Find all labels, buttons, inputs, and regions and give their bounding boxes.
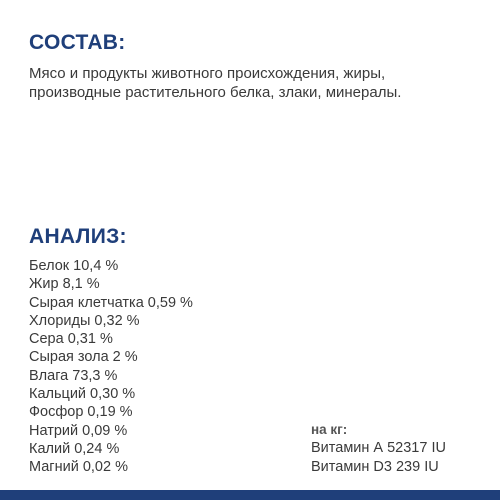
vitamin-d3: Витамин D3 239 IU [311, 458, 439, 475]
composition-text: Мясо и продукты животного происхождения, жиры, производные растительного белка, злаки, минералы. [29, 65, 402, 101]
analysis-item-sulfur: Сера 0,31 % [29, 331, 113, 348]
analysis-item-sodium: Натрий 0,09 % [29, 422, 128, 439]
analysis-heading: АНАЛИЗ: [29, 225, 127, 248]
analysis-item-protein: Белок 10,4 % [29, 258, 119, 274]
analysis-item-chlorides: Хлориды 0,32 % [29, 312, 140, 329]
vitamin-a: Витамин А 52317 IU [311, 440, 446, 457]
analysis-item-potassium: Калий 0,24 % [29, 440, 120, 457]
bottom-bar [0, 490, 500, 500]
analysis-item-fiber: Сырая клетчатка 0,59 % [29, 294, 193, 311]
vitamins-title: на кг: [311, 422, 348, 437]
analysis-item-phosphorus: Фосфор 0,19 % [29, 404, 133, 421]
analysis-item-moisture: Влага 73,3 % [29, 367, 118, 384]
vitamins-list [311, 421, 446, 476]
analysis-list [29, 257, 193, 477]
analysis-item-calcium: Кальций 0,30 % [29, 386, 136, 403]
analysis-item-fat: Жир 8,1 % [29, 276, 100, 293]
composition-heading: СОСТАВ: [29, 31, 126, 54]
analysis-item-magnesium: Магний 0,02 % [29, 459, 128, 476]
analysis-item-ash: Сырая зола 2 % [29, 349, 138, 366]
